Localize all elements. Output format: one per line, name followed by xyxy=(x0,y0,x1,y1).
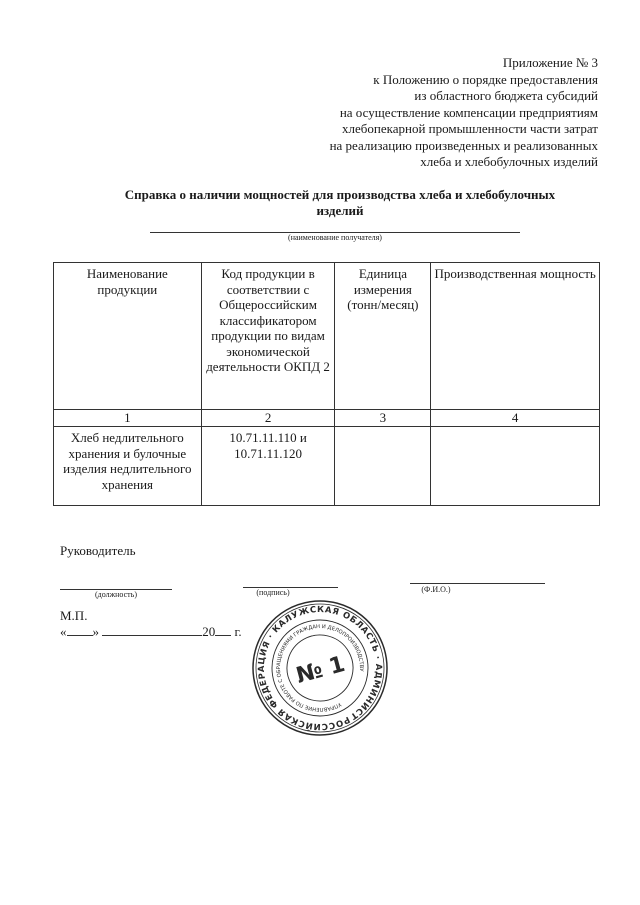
stamp-place-label: М.П. xyxy=(60,608,88,623)
cell-product: Хлеб недлительного хранения и булочные изделия недлительного хранения xyxy=(54,427,202,506)
month-field[interactable] xyxy=(102,623,202,636)
fio-caption: (Ф.И.О.) xyxy=(421,585,451,594)
appendix-line: на реализацию произведенных и реализованных xyxy=(329,137,598,153)
head-label: Руководитель xyxy=(60,543,136,558)
year-prefix: 20 xyxy=(202,624,216,639)
header-capacity: Производственная мощность xyxy=(431,263,600,410)
cell-unit[interactable] xyxy=(335,427,431,506)
cell-capacity[interactable] xyxy=(431,427,600,506)
capacity-table xyxy=(53,262,600,506)
appendix-line: к Положению о порядке предоставления xyxy=(373,71,598,87)
cell-code: 10.71.11.110 и 10.71.11.120 xyxy=(201,427,335,506)
appendix-header xyxy=(330,55,598,171)
seal-inner-text: УПРАВЛЕНИЕ ПО РАБОТЕ С ОБРАЩЕНИЯМИ ГРАЖДАН И ДЕЛОПРОИЗВОДСТВУ xyxy=(275,623,365,713)
seal-outer-text: РОССИЙСКАЯ ФЕДЕРАЦИЯ · КАЛУЖСКАЯ ОБЛАСТЬ · АДМИНИСТРАЦИЯ xyxy=(256,604,384,732)
table-header-row xyxy=(54,263,600,410)
column-number: 2 xyxy=(201,410,335,427)
appendix-line: хлеба и хлебобулочных изделий xyxy=(420,154,598,169)
column-number: 3 xyxy=(335,410,431,427)
day-field[interactable] xyxy=(67,623,93,636)
official-seal xyxy=(250,598,390,738)
quote-open: « xyxy=(60,624,67,639)
column-number: 1 xyxy=(54,410,202,427)
title-line: изделий xyxy=(316,203,364,218)
fio-line[interactable] xyxy=(410,583,545,584)
appendix-line: на осуществление компенсации предприятиям xyxy=(339,104,598,120)
quote-close: » xyxy=(92,624,99,639)
position-caption: (должность) xyxy=(95,590,137,599)
date-field xyxy=(60,623,242,640)
document-title xyxy=(60,187,620,219)
year-field[interactable] xyxy=(215,623,231,636)
seal-number: № 1 xyxy=(293,651,348,689)
signature-caption: (подпись) xyxy=(256,588,290,597)
table-number-row xyxy=(54,410,600,427)
table-row xyxy=(54,427,600,506)
year-suffix: г. xyxy=(234,624,242,639)
title-line: Справка о наличии мощностей для производства хлеба и хлебобулочных xyxy=(124,187,556,202)
header-unit: Единица измерения (тонн/месяц) xyxy=(335,263,431,410)
header-code: Код продукции в соответствии с Общероссийским классификатором продукции по видам экономической деятельности ОКПД 2 xyxy=(201,263,335,410)
recipient-caption: (наименование получателя) xyxy=(288,233,382,242)
header-product: Наименование продукции xyxy=(54,263,202,410)
appendix-line: из областного бюджета субсидий xyxy=(414,88,598,103)
column-number: 4 xyxy=(431,410,600,427)
appendix-number: Приложение № 3 xyxy=(502,55,598,70)
appendix-line: хлебопекарной промышленности части затрат xyxy=(342,121,598,136)
